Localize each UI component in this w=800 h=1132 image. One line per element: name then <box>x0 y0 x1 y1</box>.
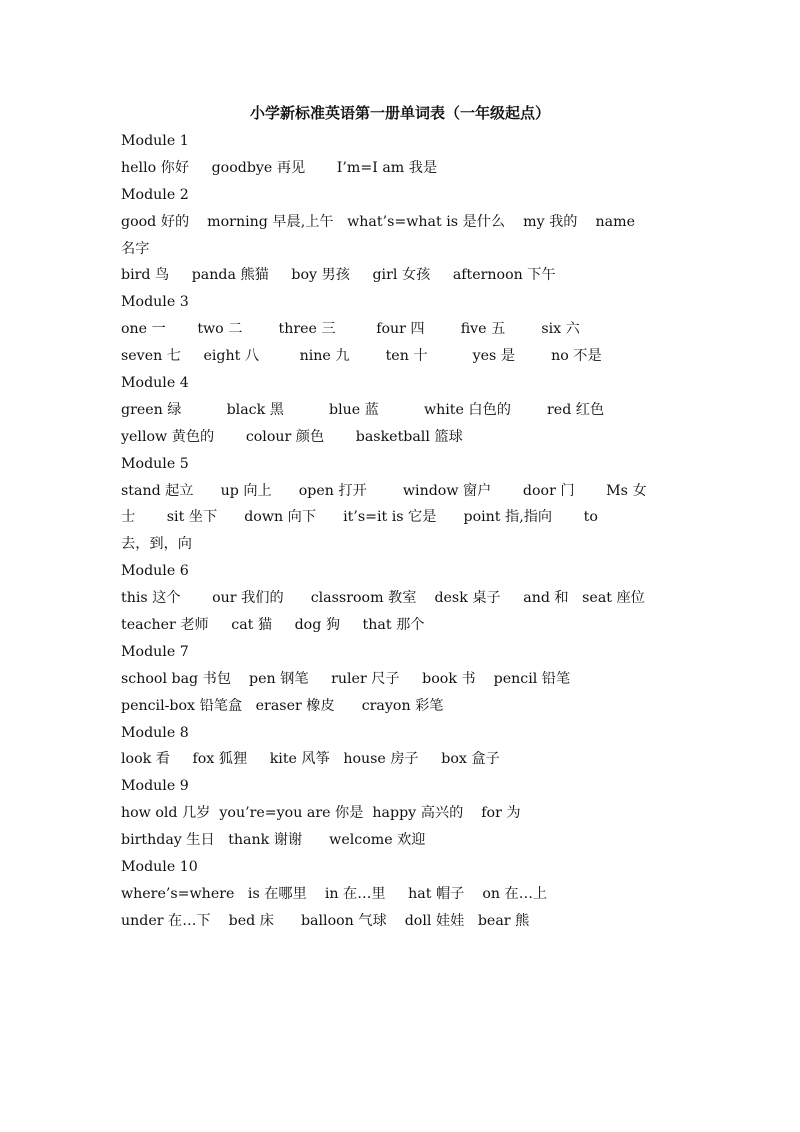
module-heading: Module 7 <box>121 643 189 660</box>
module-heading: Module 8 <box>121 724 189 741</box>
module-heading: Module 10 <box>121 859 198 876</box>
word-line: 士 sit 坐下 down 向下 it’s=it is 它是 point 指,指向 to <box>121 509 598 526</box>
word-list <box>121 128 691 935</box>
word-line: pencil-box 铅笔盒 eraser 橡皮 crayon 彩笔 <box>121 697 444 714</box>
module-heading: Module 9 <box>121 778 189 795</box>
module-heading: Module 1 <box>121 133 189 149</box>
module-heading: Module 3 <box>121 294 189 311</box>
word-line: this 这个 our 我们的 classroom 教室 desk 桌子 and 和 seat 座位 <box>121 590 645 607</box>
word-line: under 在…下 bed 床 balloon 气球 doll 娃娃 bear 熊 <box>121 912 530 929</box>
module-heading: Module 6 <box>121 563 189 580</box>
word-line: how old 几岁 you’re=you are 你是 happy 高兴的 for 为 <box>121 805 521 822</box>
word-line: school bag 书包 pen 钢笔 ruler 尺子 book 书 pencil 铅笔 <box>121 670 571 687</box>
word-line: 去，到，向 <box>121 536 192 553</box>
word-line: bird 鸟 panda 熊猫 boy 男孩 girl 女孩 afternoon 下午 <box>121 267 556 284</box>
word-line: birthday 生日 thank 谢谢 welcome 欢迎 <box>121 832 426 849</box>
document-title: 小学新标准英语第一册单词表（一年级起点） <box>249 104 550 122</box>
word-line: look 看 fox 狐狸 kite 风筝 house 房子 box 盒子 <box>121 751 500 768</box>
word-line: where’s=where is 在哪里 in 在…里 hat 帽子 on 在…上 <box>121 885 548 902</box>
word-line: hello 你好 goodbye 再见 I’m=I am 我是 <box>121 159 438 176</box>
word-line: one 一 two 二 three 三 four 四 five 五 six 六 <box>121 321 580 338</box>
word-line: stand 起立 up 向上 open 打开 window 窗户 door 门 Ms 女 <box>121 482 647 499</box>
word-line: good 好的 morning 早晨,上午 what’s=what is 是什么 my 我的 name <box>121 213 635 230</box>
word-line: green 绿 black 黑 blue 蓝 white 白色的 red 红色 <box>121 401 605 418</box>
word-line: teacher 老师 cat 猫 dog 狗 that 那个 <box>121 617 425 634</box>
word-line: seven 七 eight 八 nine 九 ten 十 yes 是 no 不是 <box>121 348 602 365</box>
module-heading: Module 4 <box>121 375 189 392</box>
word-line: yellow 黄色的 colour 颜色 basketball 篮球 <box>121 428 463 445</box>
module-heading: Module 5 <box>121 455 189 472</box>
word-line: 名字 <box>121 240 150 257</box>
module-heading: Module 2 <box>121 186 189 203</box>
